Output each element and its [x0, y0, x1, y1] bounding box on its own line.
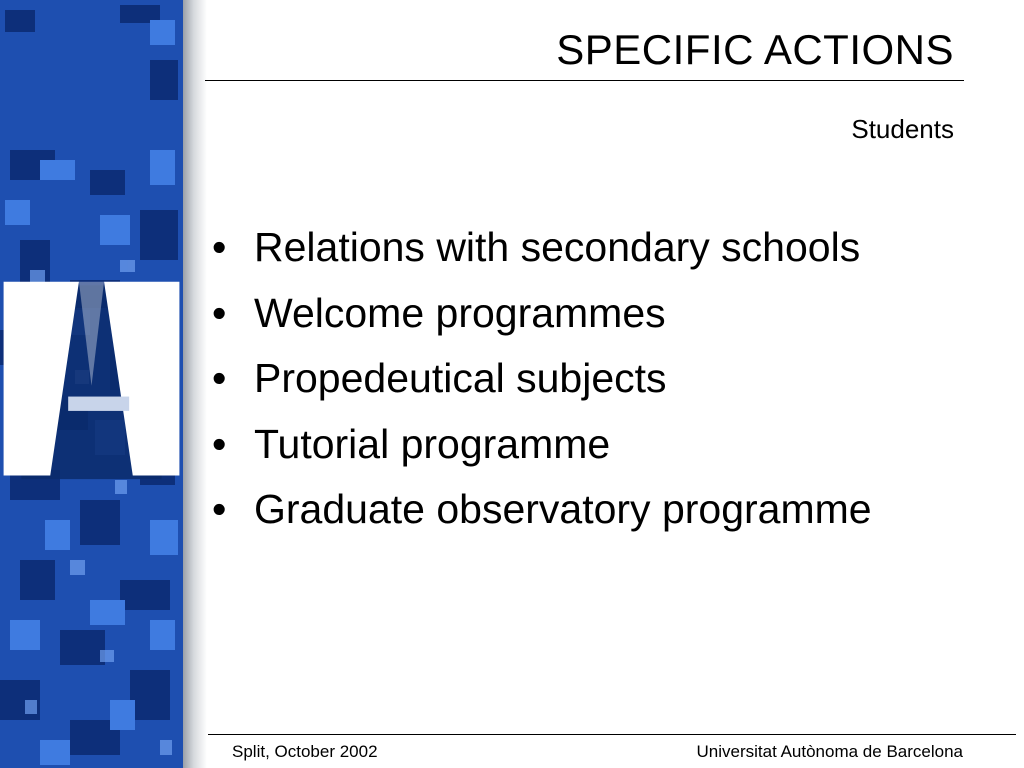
bullet-text: Welcome programmes: [254, 289, 666, 336]
slide-subtitle: Students: [851, 114, 954, 144]
bullet-icon: •: [212, 486, 227, 532]
bullet-text: Relations with secondary schools: [254, 224, 861, 270]
title-divider: [205, 80, 964, 81]
bullet-icon: •: [212, 289, 227, 336]
bullet-text: Graduate observatory programme: [254, 486, 872, 532]
footer-divider: [208, 734, 1016, 735]
bullet-text: Tutorial programme: [254, 420, 611, 467]
footer-location-date: Split, October 2002: [232, 742, 378, 761]
bullet-icon: •: [212, 224, 227, 270]
bullet-icon: •: [212, 420, 227, 467]
university-logo: [0, 0, 183, 768]
slide-title: SPECIFIC ACTIONS: [556, 26, 954, 73]
panel-shadow: [183, 0, 207, 768]
bullet-icon: •: [212, 355, 227, 401]
footer-institution: Universitat Autònoma de Barcelona: [696, 742, 963, 761]
bullet-text: Propedeutical subjects: [254, 355, 667, 401]
decorative-side-panel: [0, 0, 183, 768]
